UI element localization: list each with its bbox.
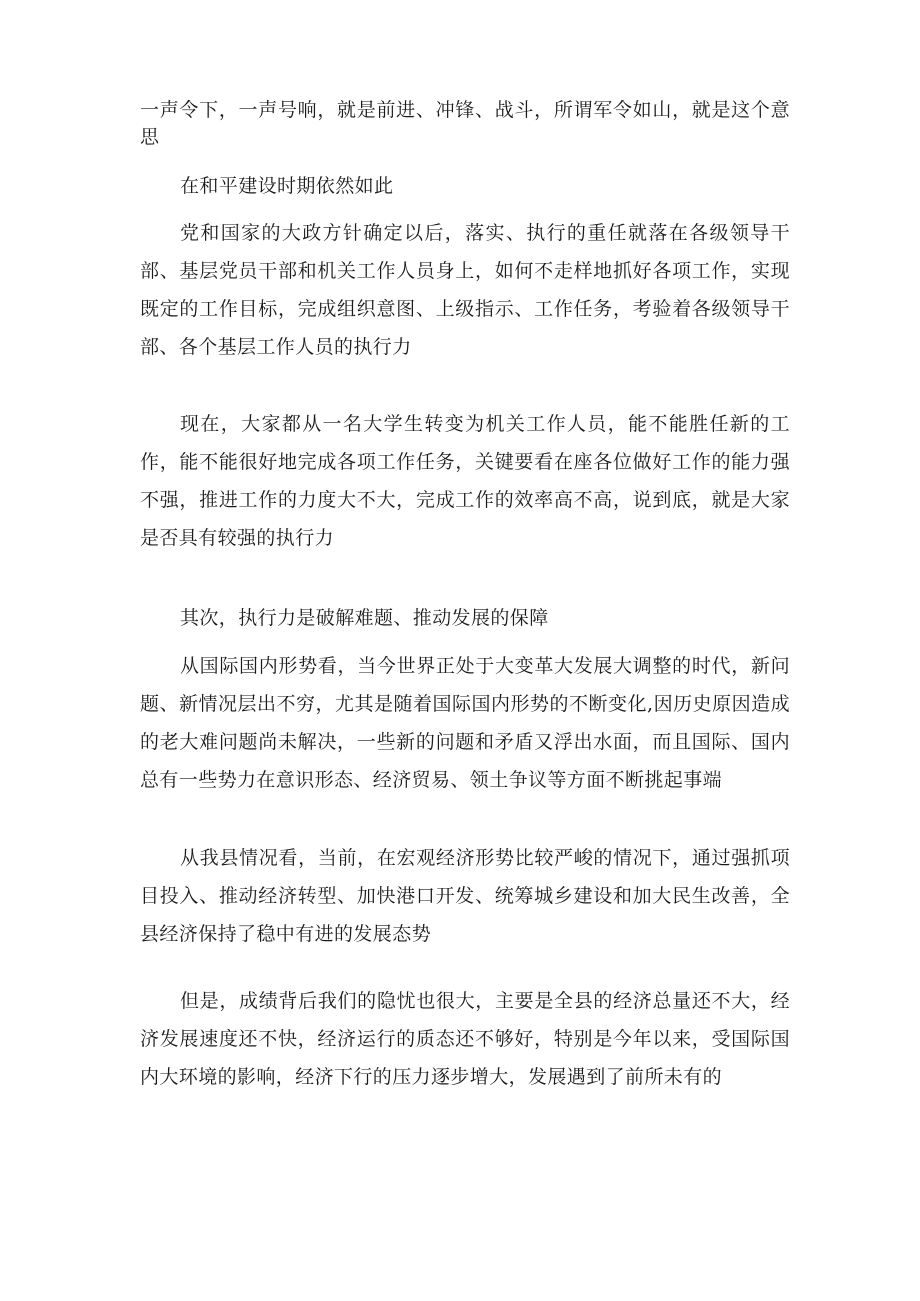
paragraph-5: 其次，执行力是破解难题、推动发展的保障: [180, 607, 549, 629]
paragraph-8: 但是，成绩背后我们的隐忧也很大，主要是全县的经济总量还不大，经济发展速度还不快，经济运行的质态还不够好，特别是今年以来，受国际国内大环境的影响，经济下行的压力逐步增大，发展遇到了前所未有的: [140, 990, 790, 1088]
paragraph-1: 一声令下，一声号响，就是前进、冲锋、战斗，所谓军令如山，就是这个意思: [140, 99, 790, 148]
paragraph-4: 现在，大家都从一名大学生转变为机关工作人员，能不能胜任新的工作，能不能很好地完成各项工作任务，关键要看在座各位做好工作的能力强不强，推进工作的力度大不大，完成工作的效率高不高，说到底，就是大家是否具有较强的执行力: [140, 413, 790, 549]
paragraph-2: 在和平建设时期依然如此: [180, 175, 394, 197]
paragraph-6: 从国际国内形势看，当今世界正处于大变革大发展大调整的时代，新问题、新情况层出不穷，尤其是随着国际国内形势的不断变化,因历史原因造成的老大难问题尚未解决，一些新的问题和矛盾又浮出水面，而且国际、国内总有一些势力在意识形态、经济贸易、领土争议等方面不断挑起事端: [140, 655, 790, 791]
paragraph-7: 从我县情况看，当前，在宏观经济形势比较严峻的情况下，通过强抓项目投入、推动经济转型、加快港口开发、统筹城乡建设和加大民生改善，全县经济保持了稳中有进的发展态势: [140, 847, 790, 945]
paragraph-3: 党和国家的大政方针确定以后，落实、执行的重任就落在各级领导干部、基层党员干部和机关工作人员身上，如何不走样地抓好各项工作，实现既定的工作目标，完成组织意图、上级指示、工作任务，考验着各级领导干部、各个基层工作人员的执行力: [140, 222, 790, 358]
